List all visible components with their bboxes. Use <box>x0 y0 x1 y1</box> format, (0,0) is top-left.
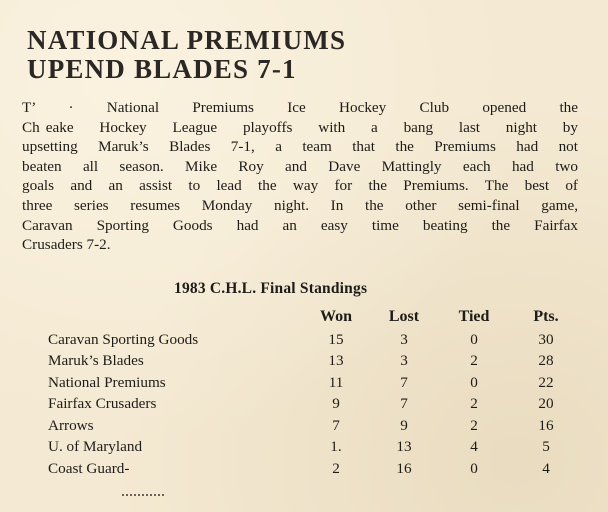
header-lost: Lost <box>388 308 420 325</box>
headline <box>27 26 346 84</box>
article-line: Crusaders 7-2. <box>22 236 111 254</box>
header-won: Won <box>319 308 352 325</box>
team-name: U. of Maryland <box>48 438 143 456</box>
article-line: three series resumes Monday night. In the other semi-final game, <box>22 196 578 214</box>
team-name: Maruk’s Blades <box>48 352 144 370</box>
table-row <box>44 329 586 351</box>
tied-value: 2 <box>470 395 478 413</box>
header-pts: Pts. <box>533 308 559 325</box>
won-value: 1. <box>330 438 342 456</box>
standings-table <box>44 305 586 480</box>
lost-value: 3 <box>400 352 408 370</box>
article-line: beaten all season. Mike Roy and Dave Mattingly each had two <box>22 157 578 175</box>
lost-value: 7 <box>400 373 408 391</box>
table-row <box>44 394 586 416</box>
tied-value: 0 <box>470 459 478 477</box>
pts-value: 20 <box>538 395 554 413</box>
print-smudge-divider <box>122 494 164 498</box>
article-line: T’ · National Premiums Ice Hockey Club opened the <box>22 99 578 116</box>
pts-value: 16 <box>538 416 554 434</box>
table-row <box>44 415 586 437</box>
article-line: upsetting Maruk’s Blades 7-1, a team that the Premiums had not <box>22 138 578 156</box>
won-value: 15 <box>328 330 344 348</box>
article-body <box>22 98 578 255</box>
pts-value: 22 <box>538 373 554 391</box>
lost-value: 9 <box>400 416 408 434</box>
pts-value: 28 <box>538 352 554 370</box>
tied-value: 2 <box>470 352 478 370</box>
table-row <box>44 351 586 373</box>
won-value: 11 <box>328 373 344 391</box>
pts-value: 5 <box>542 438 550 456</box>
table-row <box>44 458 586 480</box>
standings-header-row <box>44 305 586 329</box>
standings-title: 1983 C.H.L. Final Standings <box>174 280 368 297</box>
article-line: Ch eake Hockey League playoffs with a bang last night by <box>22 118 578 136</box>
team-name: Fairfax Crusaders <box>48 395 157 413</box>
article-line: Caravan Sporting Goods had an easy time beating the Fairfax <box>22 216 578 234</box>
team-name: Coast Guard- <box>48 459 130 477</box>
tied-value: 4 <box>470 438 478 456</box>
headline-line-2: UPEND BLADES 7-1 <box>27 54 297 84</box>
won-value: 7 <box>332 416 340 434</box>
pts-value: 4 <box>542 459 550 477</box>
headline-line-1: NATIONAL PREMIUMS <box>27 25 347 55</box>
won-value: 9 <box>332 395 340 413</box>
lost-value: 3 <box>400 330 408 348</box>
tied-value: 0 <box>470 330 478 348</box>
team-name: National Premiums <box>48 373 166 391</box>
won-value: 13 <box>328 352 344 370</box>
article-line: goals and an assist to lead the way for the Premiums. The best of <box>22 177 578 195</box>
tied-value: 0 <box>470 373 478 391</box>
team-name: Caravan Sporting Goods <box>48 330 199 348</box>
header-team <box>44 305 306 329</box>
team-name: Arrows <box>48 416 94 434</box>
won-value: 2 <box>332 459 340 477</box>
lost-value: 16 <box>396 459 412 477</box>
header-tied: Tied <box>458 308 490 325</box>
tied-value: 2 <box>470 416 478 434</box>
pts-value: 30 <box>538 330 554 348</box>
lost-value: 7 <box>400 395 408 413</box>
table-row <box>44 372 586 394</box>
lost-value: 13 <box>396 438 412 456</box>
table-row <box>44 437 586 459</box>
